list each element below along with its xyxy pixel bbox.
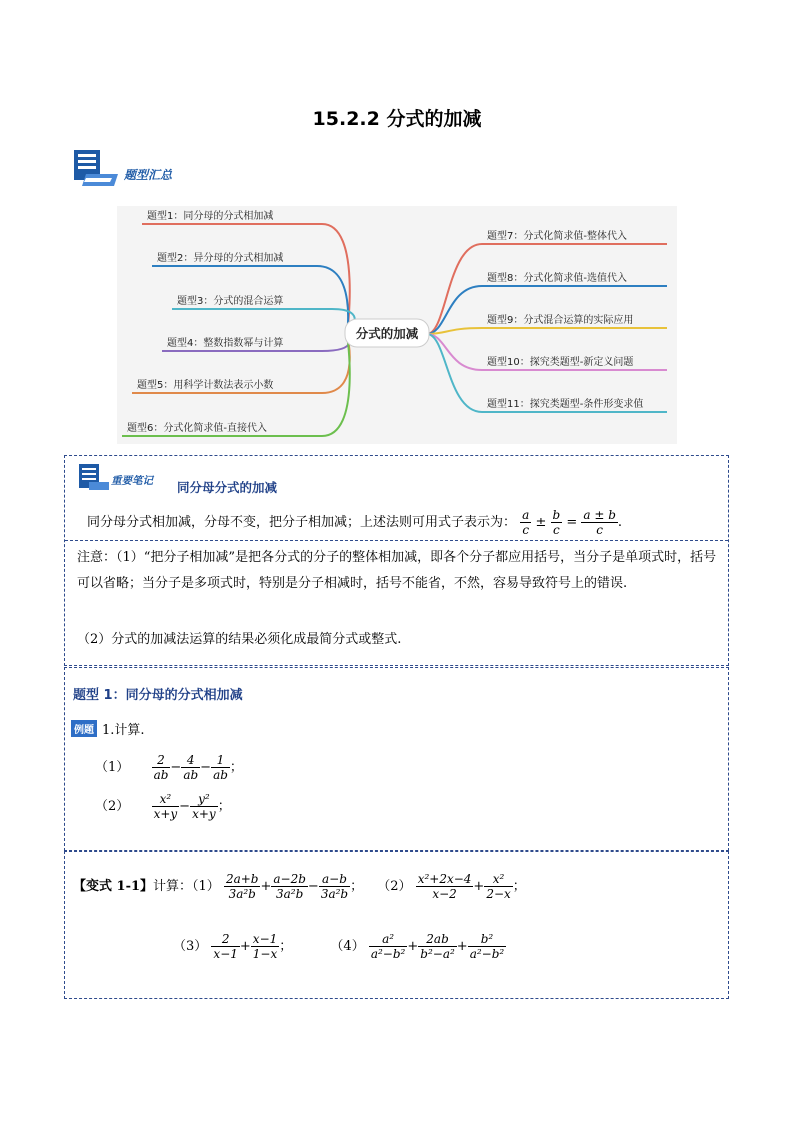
mindmap-right-label: 题型8：分式化简求值-选值代入 [487,273,627,284]
note-1: 注意：（1）“把分子相加减”是把各分式的分子的整体相加减，即各个分子都应用括号，当分子是单项式时，括号可以省略；当分子是多项式时，特别是分子相减时，括号不能省，不然，容易导致符号上的错误. [77,550,717,591]
variant-label: 【变式 1-1】 [73,879,154,894]
rule-text: 同分母分式相加减，分母不变，把分子相加减；上述法则可用式子表示为： [87,515,517,530]
sep: ； [350,879,364,894]
variant-q2-label: （2） [377,879,412,894]
mindmap-left-label: 题型3：分式的混合运算 [177,296,284,307]
notes-box [64,455,729,666]
example-text: 1.计算. [102,723,145,738]
note-2: （2）分式的加减法运算的结果必须化成最简分式或整式. [77,632,402,647]
mindmap-right-label: 题型11：探究类题型-条件形变求值 [487,399,644,410]
books-icon [72,148,120,190]
variant-text: 计算： [153,879,193,894]
period: . [617,515,623,530]
variant-box [64,851,729,999]
rule-line [87,508,622,537]
page-title: 15.2.2 分式的加减 [312,108,482,130]
fraction-a-over-c: $\frac{a}{c}$ [522,508,530,537]
notes-title: 同分母分式的加减 [177,480,278,495]
mindmap-diagram [117,206,677,444]
example-tag: 例题 [71,720,97,737]
variant-q1-label: （1） [192,879,220,894]
mindmap-left-label: 题型1：同分母的分式相加减 [147,211,274,222]
mindmap-right-label: 题型7：分式化简求值-整体代入 [487,231,627,242]
variant-q3-label: （3） [173,939,208,954]
note-area [65,540,728,667]
fraction-b-over-c: $\frac{b}{c}$ [552,508,561,537]
equals-sign: = [566,515,578,530]
variant-line-2: （3） $\frac{2}{x-1}$ + $\frac{x-1}{1-x}$ ； （4） $\frac{\text{a²}}{\text{a²−b²}}$ + $\frac{2ab}{\text{b²−a²}}$ + $\frac{\text{b²}}{\text{a²−b²}}$ [173,932,505,961]
mindmap-left-label: 题型6：分式化简求值-直接代入 [127,423,267,434]
sep: ； [512,879,526,894]
mindmap-left-label: 题型2：异分母的分式相加减 [157,253,284,264]
section-header [72,148,173,190]
problem-1-label: （1） [95,760,130,775]
problem-1: （1） $\frac{2}{ab}$ − $\frac{4}{ab}$ − $\frac{1}{ab}$ ； [95,753,243,782]
type1-box [64,667,729,851]
notes-icon [77,462,111,492]
type1-title: 题型 1：同分母的分式相加减 [73,688,243,703]
mindmap-left-label: 题型4：整数指数幂与计算 [167,338,284,349]
mindmap-left-label: 题型5：用科学计数法表示小数 [137,380,274,391]
pm-sign: ± [535,515,547,530]
sep: ； [279,939,293,954]
mindmap-center-label: 分式的加减 [355,326,419,341]
mindmap [117,206,677,444]
mindmap-right-label: 题型9：分式混合运算的实际应用 [487,315,634,326]
mindmap-right-label: 题型10：探究类题型-新定义问题 [487,357,634,368]
mindmap-branch-left [142,224,350,334]
section-label: 题型汇总 [124,168,173,182]
variant-q4-label: （4） [330,939,365,954]
problem-2: （2） $\frac{\text{x²}}{x+y}$ − $\frac{\text{y²}}{x+y}$ ； [95,792,231,821]
variant-line-1: 【变式 1-1】计算：（1） $\frac{2a+b}{\text{3a²b}}$ + $\frac{a-2b}{\text{3a²b}}$ − $\frac{a-b}{\text{3a²b}}$ ； （2） $\frac{\text{x²+2x−4}}{x-2}$ + $\frac{\text{x²}}{2-x}$ ； [73,872,526,901]
notes-label: 重要笔记 [111,475,153,487]
problem-2-label: （2） [95,799,130,814]
mindmap-branch-right [427,286,667,334]
mindmap-branch-left [172,309,355,334]
mindmap-branch-right [427,328,667,334]
fraction-result: $\frac{a \pm b}{c}$ [583,508,616,537]
